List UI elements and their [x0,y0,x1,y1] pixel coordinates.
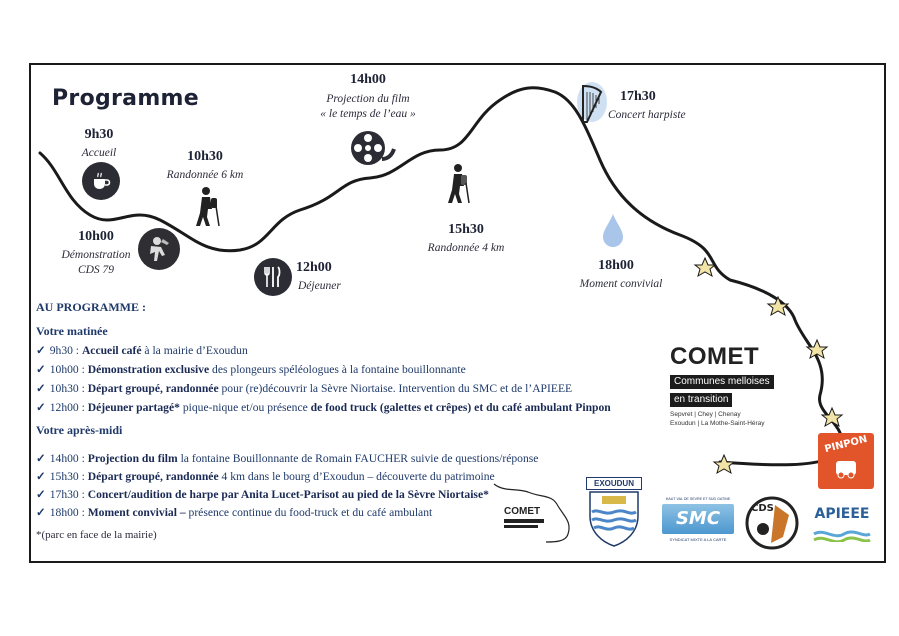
stop-desc-1730: Concert harpiste [608,109,686,121]
cds-logo: CDS [745,495,799,551]
morning-item-3: ✓ 10h30 : Départ groupé, randonnée pour (re)découvrir la Sèvre Niortaise. Intervention du SMC et de l’APIEEE [36,382,573,395]
stop-desc-1530: Randonnée 4 km [427,242,505,254]
morning-item-4: ✓ 12h00 : Déjeuner partagé* pique-nique et/ou présence de food truck (galettes et crêpes) et du café ambulant Pinpon [36,401,611,414]
comet-name: COMET [670,343,760,370]
stop-time-1530: 15h30 [448,222,484,237]
stop-desc-1400-a: Projection du film [326,93,410,105]
comet-tag-2: en transition [670,393,732,407]
stop-time-1400: 14h00 [350,72,386,87]
comet-sub-1: Sepvret | Chey | Chenay [670,411,741,418]
afternoon-item-3: ✓ 17h30 : Concert/audition de harpe par Anita Lucet-Parisot au pied de la Sèvre Niortaise* [36,488,489,501]
page-title: Programme [52,86,199,111]
cutlery-icon [254,258,292,296]
stop-desc-1030: Randonnée 6 km [166,169,244,181]
hiker-icon [192,186,222,233]
footnote: *(parc en face de la mairie) [36,529,157,541]
morning-item-1: ✓ 9h30 : Accueil café à la mairie d’Exoudun [36,344,248,357]
smc-logo: HAUT VAL DE SEVRE ET SUD GATINE SMC SYNDICAT MIXTE A LA CARTE [662,497,734,553]
water-drop-icon [600,212,626,253]
film-reel-icon [350,129,396,172]
stop-time-1030: 10h30 [187,149,223,164]
stop-time-1730: 17h30 [620,89,656,104]
harp-icon [575,78,609,131]
stop-desc-1200: Déjeuner [298,280,341,292]
stop-desc-1800: Moment convivial [579,278,663,290]
afternoon-item-1: ✓ 14h00 : Projection du film la fontaine Bouillonnante de Romain FAUCHER suivie de questions/réponse [36,452,539,465]
exoudun-crest: EXOUDUN [586,477,642,549]
stop-time-1000: 10h00 [78,229,114,244]
star-icon [714,455,734,473]
afternoon-item-2: ✓ 15h30 : Départ groupé, randonnée 4 km dans le bourg d’Exoudun – découverte du patrimoine [36,470,495,483]
stop-desc-1400-b: « le temps de l’eau » [320,108,416,120]
stop-desc-1000-a: Démonstration [61,249,131,261]
hiker-small-icon [446,163,472,210]
pinpon-logo: PINPON [818,433,874,489]
comet-small-logo: COMET [492,478,574,548]
afternoon-item-4: ✓ 18h00 : Moment convivial – présence continue du food-truck et du café ambulant [36,506,433,519]
comet-tag-1: Communes melloises [670,375,774,389]
stop-time-1800: 18h00 [598,258,634,273]
coffee-icon [82,162,120,200]
comet-logo [670,343,810,428]
stop-time-0930: 9h30 [84,127,114,142]
diver-icon [138,228,180,270]
program-heading: AU PROGRAMME : [36,300,146,314]
morning-title: Votre matinée [36,324,108,338]
star-icon [768,297,788,315]
stop-desc-0930: Accueil [81,147,117,159]
afternoon-title: Votre après-midi [36,423,123,437]
comet-sub-2: Exoudun | La Mothe-Saint-Héray [670,420,765,427]
stop-time-1200: 12h00 [296,260,332,275]
stop-desc-1000-b: CDS 79 [77,264,115,276]
apieee-logo: APIEEE [812,500,872,552]
morning-item-2: ✓ 10h00 : Démonstration exclusive des plongeurs spéléologues à la fontaine bouillonnante [36,363,466,376]
